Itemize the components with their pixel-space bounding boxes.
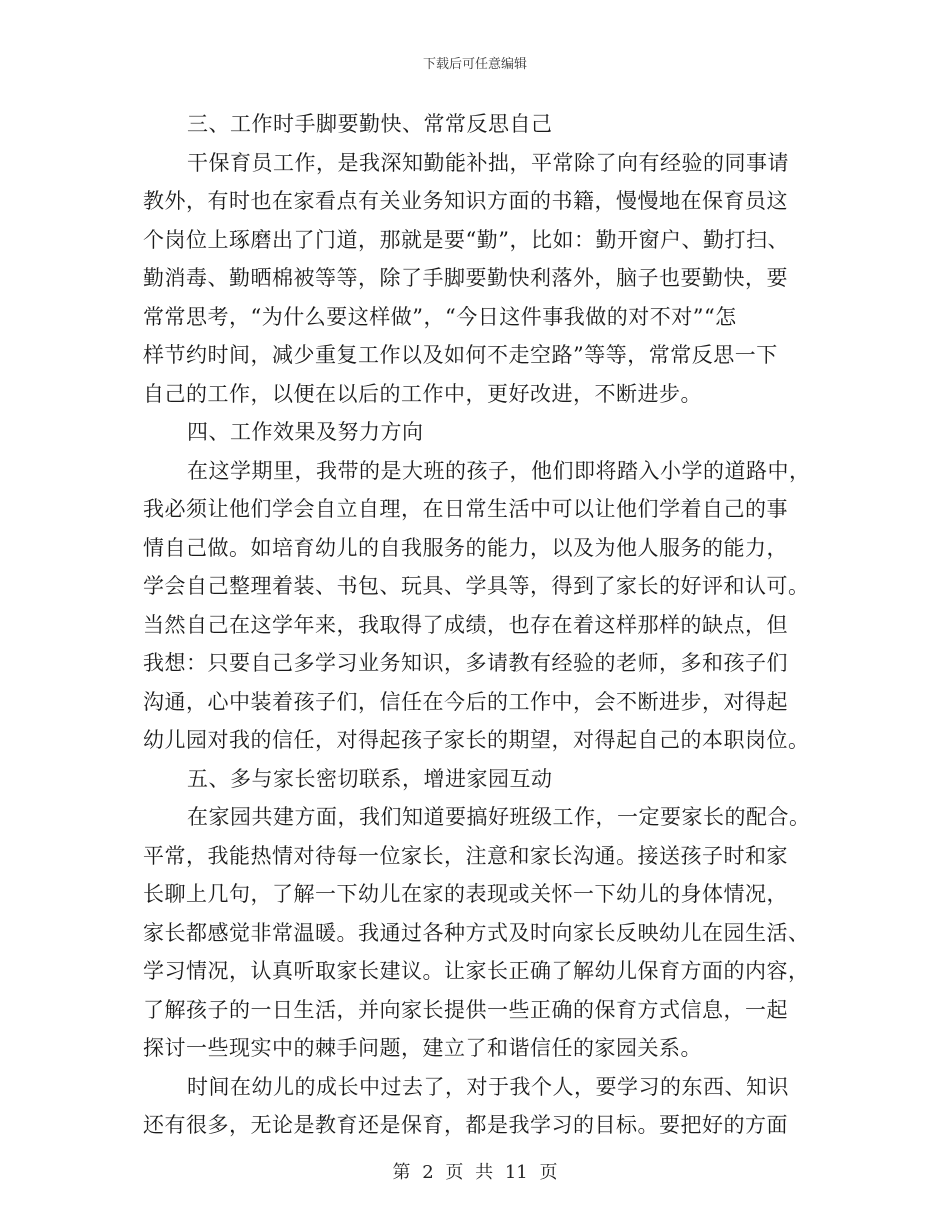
text-line: 勤消毒、勤晒棉被等等，除了手脚要勤快利落外，脑子也要勤快，要 xyxy=(143,266,788,290)
text-line: 探讨一些现实中的棘手问题，建立了和谐信任的家园关系。 xyxy=(143,1036,702,1060)
text-line: 当然自己在这学年来，我取得了成绩，也存在着这样那样的缺点，但 xyxy=(143,612,788,637)
text-line: 样节约时间，减少重复工作以及如何不走空路”等等，常常反思一下 xyxy=(143,343,778,367)
text-line: 时间在幼儿的成长中过去了，对于我个人，要学习的东西、知识 xyxy=(187,1074,789,1099)
text-line: 了解孩子的一日生活，并向家长提供一些正确的保育方式信息，一起 xyxy=(143,997,788,1022)
text-line: 在这学期里，我带的是大班的孩子，他们即将踏入小学的道路中， xyxy=(187,458,811,483)
text-line: 家长都感觉非常温暖。我通过各种方式及时向家长反映幼儿在园生活、 xyxy=(143,920,810,945)
text-line: 自己的工作，以便在以后的工作中，更好改进，不断进步。 xyxy=(143,381,702,406)
document-body xyxy=(143,105,811,1145)
text-line: 平常，我能热情对待每一位家长，注意和家长沟通。接送孩子时和家 xyxy=(143,843,788,868)
text-line: 长聊上几句，了解一下幼儿在家的表现或关怀一下幼儿的身体情况， xyxy=(143,882,788,906)
text-line: 我想：只要自己多学习业务知识，多请教有经验的老师，多和孩子们 xyxy=(143,651,788,675)
text-line: 情自己做。如培育幼儿的自我服务的能力，以及为他人服务的能力， xyxy=(143,535,788,560)
page-header: 下载后可任意编辑 xyxy=(422,57,527,72)
text-line: 幼儿园对我的信任，对得起孩子家长的期望，对得起自己的本职岗位。 xyxy=(143,728,810,752)
text-line: 三、工作时手脚要勤快、常常反思自己 xyxy=(187,112,553,136)
text-line: 我必须让他们学会自立自理，在日常生活中可以让他们学着自己的事 xyxy=(143,497,788,521)
text-line: 学会自己整理着装、书包、玩具、学具等，得到了家长的好评和认可。 xyxy=(143,574,810,598)
text-line: 在家园共建方面，我们知道要搞好班级工作，一定要家长的配合。 xyxy=(187,805,811,829)
text-line: 沟通，心中装着孩子们，信任在今后的工作中，会不断进步，对得起 xyxy=(143,689,788,714)
text-line: 教外，有时也在家看点有关业务知识方面的书籍，慢慢地在保育员这 xyxy=(143,189,788,213)
text-line: 干保育员工作，是我深知勤能补拙，平常除了向有经验的同事请 xyxy=(187,150,789,175)
text-line: 学习情况，认真听取家长建议。让家长正确了解幼儿保育方面的内容， xyxy=(143,959,810,983)
page-number: 第 2 页 共 11 页 xyxy=(392,1162,558,1183)
text-line: 常常思考，“为什么要这样做”，“今日这件事我做的对不对”“怎 xyxy=(143,304,737,329)
text-line: 个岗位上琢磨出了门道，那就是要“勤”，比如：勤开窗户、勤打扫、 xyxy=(143,227,789,252)
text-line: 还有很多，无论是教育还是保育，都是我学习的目标。要把好的方面 xyxy=(143,1113,788,1137)
text-line: 四、工作效果及努力方向 xyxy=(187,420,424,444)
text-line: 五、多与家长密切联系，增进家园互动 xyxy=(187,766,553,791)
